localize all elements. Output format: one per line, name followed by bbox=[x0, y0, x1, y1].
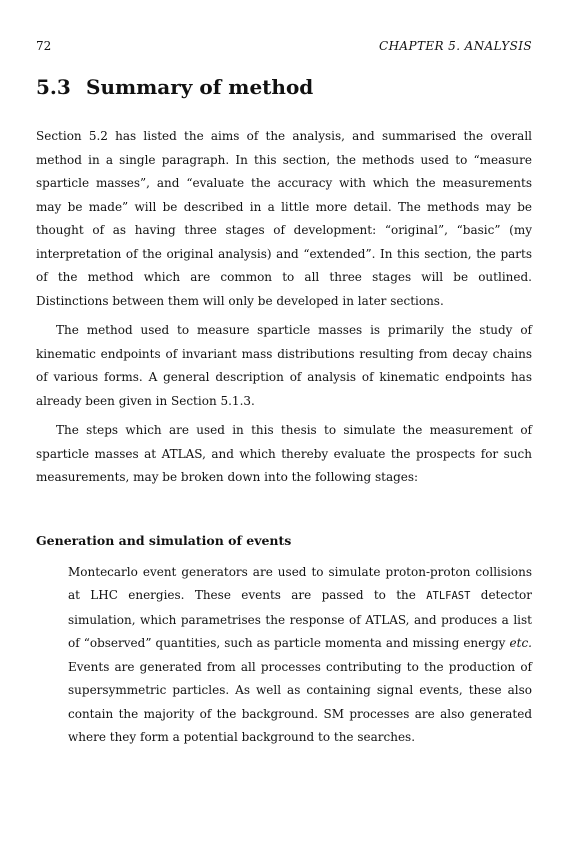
section-number: 5.3 bbox=[36, 75, 71, 99]
etc-italic: etc. bbox=[509, 636, 532, 650]
stage-text-part-2: detector simulation, which parametrises the response of ATLAS, and produces a list of “observed” quantities, such as particle momenta and missing energy bbox=[68, 588, 532, 650]
subsection-heading: Generation and simulation of events bbox=[36, 532, 292, 548]
page bbox=[36, 36, 532, 750]
paragraph-steps: The steps which are used in this thesis to simulate the measurement of sparticle masses at ATLAS, and which thereby evaluate the prospects for such measurements, may be broken down into the following stages: bbox=[36, 423, 532, 484]
paragraph-intro: Section 5.2 has listed the aims of the analysis, and summarised the overall method in a single paragraph. In this section, the methods used to “measure sparticle masses”, and “evaluate the accuracy with which the measurements may be made” will be described in a little more detail. The methods may be thought of as having three stages of development: “original”, “basic” (my interpretation of the original analysis) and “extended”. In this section, the parts of the method which are common to all three stages will be outlined. Distinctions between them will only be developed in later sections. bbox=[36, 129, 532, 308]
stage-description bbox=[68, 561, 532, 750]
stage-text-part-3: Events are generated from all processes contributing to the production of supersymmetric particles. As well as containing signal events, these also contain the majority of the background. SM processes are also generated where they form a potential background to the searches. bbox=[68, 659, 532, 744]
paragraph-method: The method used to measure sparticle masses is primarily the study of kinematic endpoints of invariant mass distributions resulting from decay chains of various forms. A general description of analysis of kinematic endpoints has already been given in Section 5.1.3. bbox=[36, 323, 532, 408]
running-title: CHAPTER 5. ANALYSIS bbox=[378, 39, 532, 53]
atlfast-code: ATLFAST bbox=[426, 590, 471, 602]
stage-text-part-1: Montecarlo event generators are used to simulate proton-proton collisions at LHC energies. These events are passed to the bbox=[68, 564, 532, 602]
page-number: 72 bbox=[36, 39, 52, 53]
section-title: Summary of method bbox=[86, 75, 314, 99]
section-heading bbox=[36, 71, 532, 103]
running-header bbox=[36, 36, 532, 56]
